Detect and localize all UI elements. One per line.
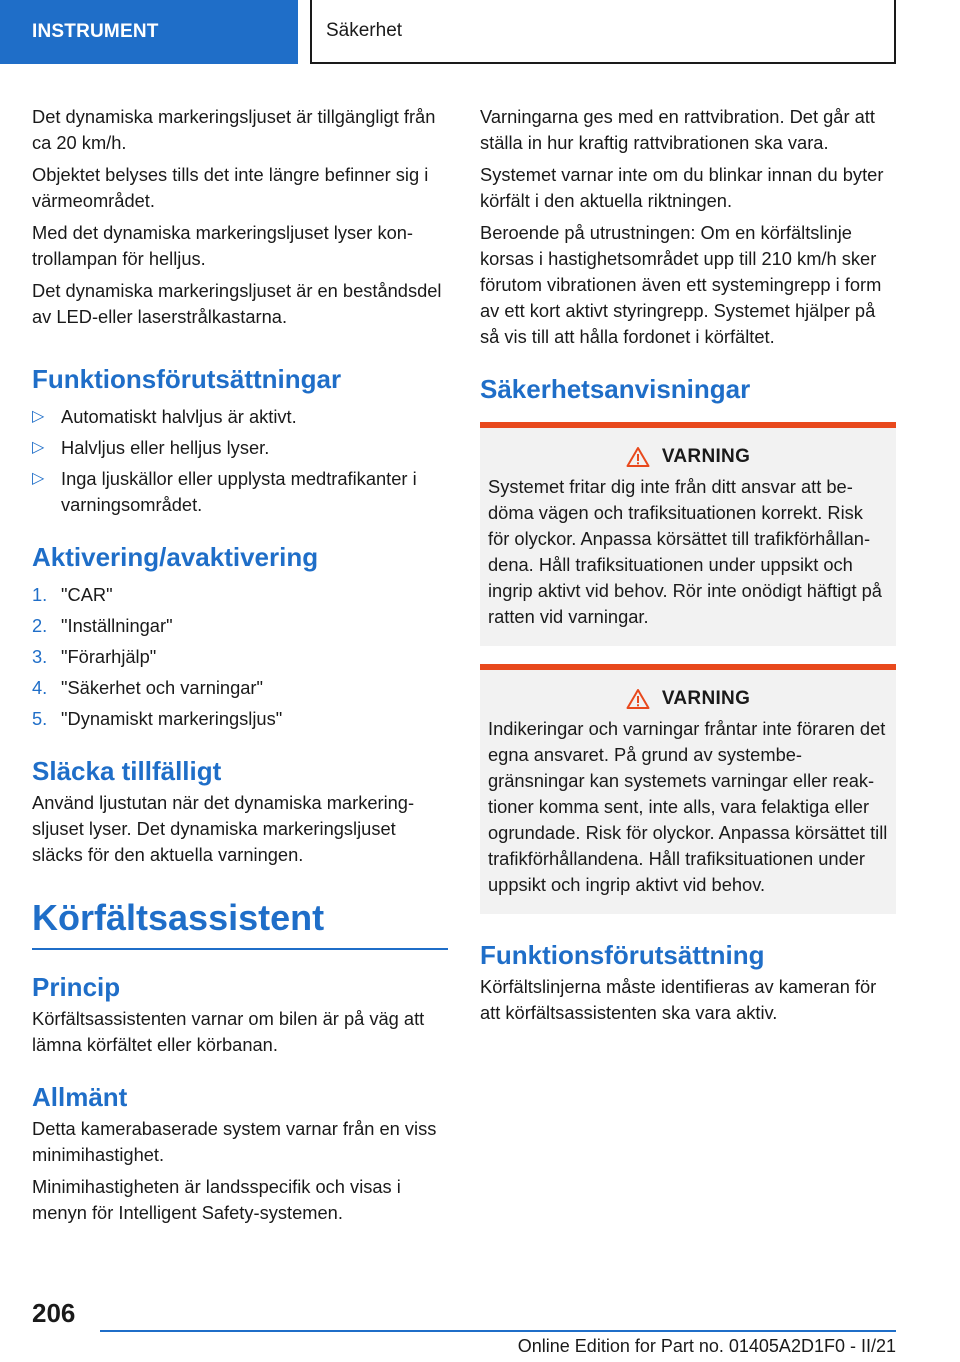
heading-slacka: Släcka tillfälligt bbox=[32, 756, 222, 786]
paragraph: Objektet belyses tills det inte längre befinner sig i värmeområdet. bbox=[32, 164, 429, 211]
list-item: ▷ Automatiskt halvljus är aktivt. bbox=[32, 404, 448, 430]
heading-sakerhetsanvisningar: Säkerhetsanvisningar bbox=[480, 374, 751, 404]
warning-header bbox=[488, 688, 888, 710]
requirements-list bbox=[32, 404, 448, 518]
heading-aktivering: Aktivering/avaktivering bbox=[32, 542, 319, 572]
steps-list bbox=[32, 582, 448, 732]
triangle-right-icon: ▷ bbox=[32, 470, 45, 487]
footer-divider bbox=[100, 1330, 896, 1332]
heading-funktionsforutsattning: Funktionsförutsättning bbox=[480, 940, 765, 970]
warning-title: VARNING bbox=[661, 688, 751, 709]
heading-princip: Princip bbox=[32, 972, 121, 1002]
warning-triangle-icon bbox=[626, 688, 650, 710]
chapter-heading: Körfältsassistent bbox=[32, 898, 448, 950]
paragraph: Körfältslinjerna måste identifieras av kameran för att körfältsassistenten ska vara aktiv. bbox=[480, 976, 877, 1023]
heading-funktionsforutsattningar: Funktionsförutsättningar bbox=[32, 364, 342, 394]
edition-note: Online Edition for Part no. 01405A2D1F0 - II/21 bbox=[517, 1336, 896, 1356]
list-item: ▷ Inga ljuskällor eller upplysta medtrafikanter i varningsområdet. bbox=[32, 468, 417, 515]
paragraph: Varningarna ges med en rattvibration. Det går att ställa in hur kraftig rattvibrationen ska vara. bbox=[480, 106, 875, 153]
list-item: 1. "CAR" bbox=[32, 584, 113, 605]
warning-triangle-icon bbox=[626, 446, 650, 468]
page-number: 206 bbox=[32, 1298, 76, 1328]
warning-box bbox=[480, 664, 896, 914]
warning-title: VARNING bbox=[661, 446, 751, 467]
paragraph: Det dynamiska markeringsljuset är tillgängligt från ca 20 km/h. bbox=[32, 106, 436, 153]
list-item: 4. "Säkerhet och varningar" bbox=[32, 677, 263, 698]
chapter-tab: INSTRUMENT bbox=[0, 0, 298, 64]
heading-allmant: Allmänt bbox=[32, 1082, 128, 1112]
warning-text: Indikeringar och varningar fråntar inte föraren det egna ansvaret. På grund av systembegränsningar kan systemets varningar eller reaktioner komma sent, inte alls, vara felaktiga eller ogrundade. Risk för olyckor. Anpassa körsättet till trafikförhållandena. Håll trafiksituationen under uppsikt och ingrip aktivt vid behov. bbox=[488, 718, 888, 895]
list-item: 2. "Inställningar" bbox=[32, 615, 173, 636]
paragraph: Körfältsassistenten varnar om bilen är på väg att lämna körfältet eller körbanan. bbox=[32, 1008, 425, 1055]
warning-header bbox=[488, 446, 888, 468]
paragraph: Med det dynamiska markeringsljuset lyser kontrollampan för helljus. bbox=[32, 222, 414, 269]
paragraph: Detta kamerabaserade system varnar från en viss minimihastighet. bbox=[32, 1118, 437, 1165]
triangle-right-icon: ▷ bbox=[32, 408, 45, 425]
paragraph: Minimihastigheten är landsspecifik och visas i menyn för Intelligent Safety-systemen. bbox=[32, 1176, 401, 1223]
list-item: ▷ Halvljus eller helljus lyser. bbox=[32, 435, 448, 461]
paragraph: Systemet varnar inte om du blinkar innan du byter körfält i den aktuella riktningen. bbox=[480, 164, 884, 211]
warning-text: Systemet fritar dig inte från ditt ansvar att bedöma vägen och trafiksituationen korrekt. Risk för olyckor. Anpassa körsättet till trafikförhållandena. Håll trafiksituationen under uppsikt och ingrip aktivt vid behov. Rör inte onödigt häftigt på ratten vid varningar. bbox=[488, 476, 882, 627]
section-title: Säkerhet bbox=[310, 0, 896, 64]
warning-box bbox=[480, 422, 896, 646]
list-item: 5. "Dynamiskt markeringsljus" bbox=[32, 708, 283, 729]
left-column bbox=[32, 104, 448, 1232]
triangle-right-icon: ▷ bbox=[32, 439, 45, 456]
paragraph: Beroende på utrustningen: Om en körfältslinje korsas i hastighetsområdet upp till 210 km/h sker förutom vibrationen även ett systemingrepp i form av ett kort aktivt styringrepp. Systemet hjälper på så vis till att hålla fordonet i körfältet. bbox=[480, 222, 882, 347]
right-column bbox=[480, 104, 896, 1032]
paragraph: Använd ljustutan när det dynamiska markeringsljuset lyser. Det dynamiska markeringsljuset släcks för den aktuella varningen. bbox=[32, 792, 415, 865]
list-item: 3. "Förarhjälp" bbox=[32, 646, 157, 667]
paragraph: Det dynamiska markeringsljuset är en beståndsdel av LED-eller laserstrålkastarna. bbox=[32, 280, 442, 327]
